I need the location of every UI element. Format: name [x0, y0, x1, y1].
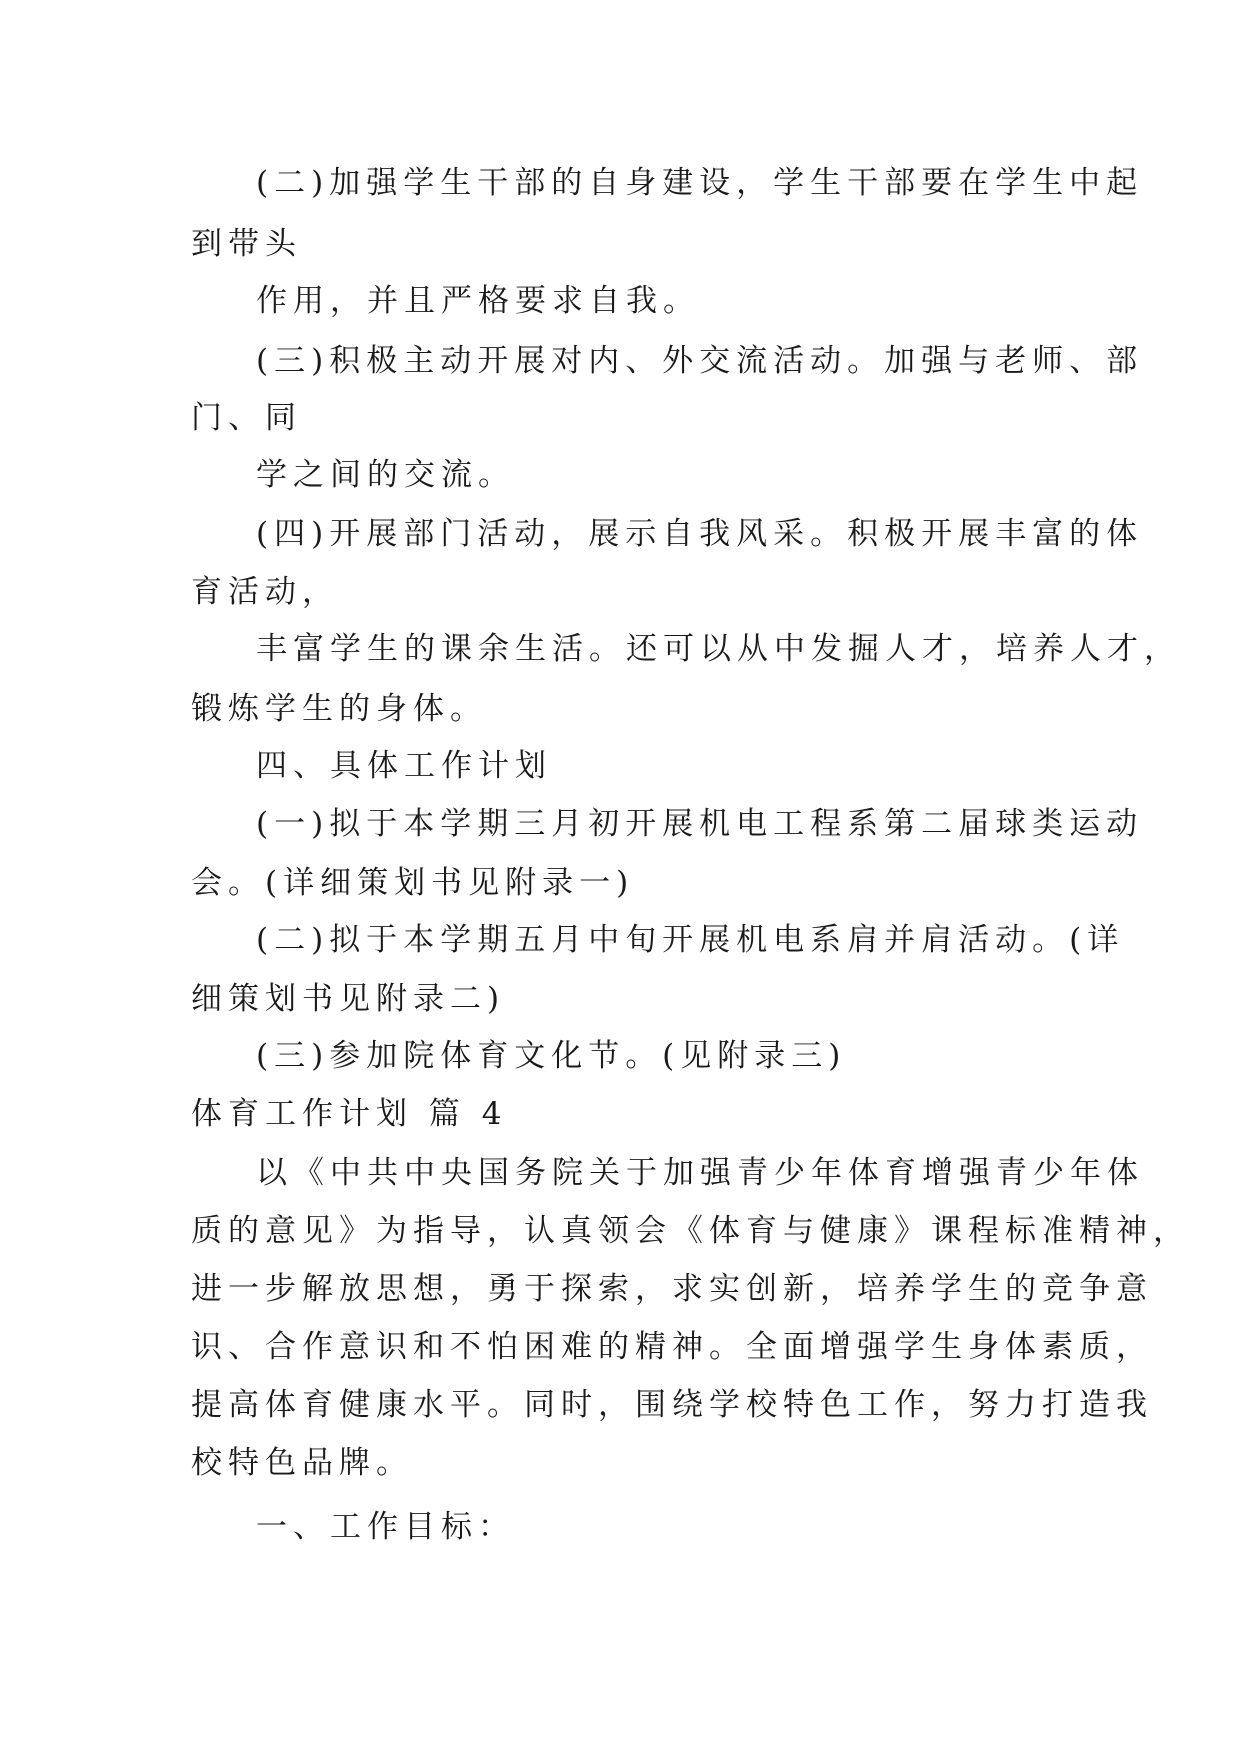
section-heading: 一、工作目标：: [256, 1509, 515, 1545]
text-line: (四)开展部门活动，展示自我风采。积极开展丰富的体: [256, 516, 1144, 552]
text-line: 以《中共中央国务院关于加强青少年体育增强青少年体: [256, 1155, 1144, 1191]
text-line: (二)拟于本学期五月中旬开展机电系肩并肩活动。(详: [256, 922, 1125, 958]
text-line: 质的意见》为指导，认真领会《体育与健康》课程标准精神，: [191, 1213, 1190, 1249]
text-line: 门、同: [191, 400, 302, 436]
text-line: 育活动，: [191, 574, 339, 610]
text-line: 锻炼学生的身体。: [191, 691, 487, 727]
text-line: 进一步解放思想，勇于探索，求实创新，培养学生的竞争意: [191, 1271, 1153, 1307]
text-line: (三)积极主动开展对内、外交流活动。加强与老师、部: [256, 343, 1144, 379]
text-line: 细策划书见附录二): [191, 981, 506, 1017]
text-line: 丰富学生的课余生活。还可以从中发掘人才，培养人才，: [256, 631, 1181, 667]
text-line: 会。(详细策划书见附录一): [191, 865, 635, 901]
text-line: (三)参加院体育文化节。(见附录三): [256, 1038, 847, 1074]
text-line: (二)加强学生干部的自身建设，学生干部要在学生中起: [256, 165, 1144, 201]
text-line: 作用，并且严格要求自我。: [256, 283, 700, 319]
text-line: 识、合作意识和不怕困难的精神。全面增强学生身体素质，: [191, 1329, 1153, 1365]
text-line: 校特色品牌。: [191, 1445, 413, 1481]
text-line: 提高体育健康水平。同时，围绕学校特色工作，努力打造我: [191, 1387, 1153, 1423]
article-title: 体育工作计划 篇 4: [191, 1096, 508, 1132]
text-line: 学之间的交流。: [256, 457, 515, 493]
text-line: (一)拟于本学期三月初开展机电工程系第二届球类运动: [256, 806, 1144, 842]
section-heading: 四、具体工作计划: [256, 748, 552, 784]
text-line: 到带头: [191, 226, 302, 262]
